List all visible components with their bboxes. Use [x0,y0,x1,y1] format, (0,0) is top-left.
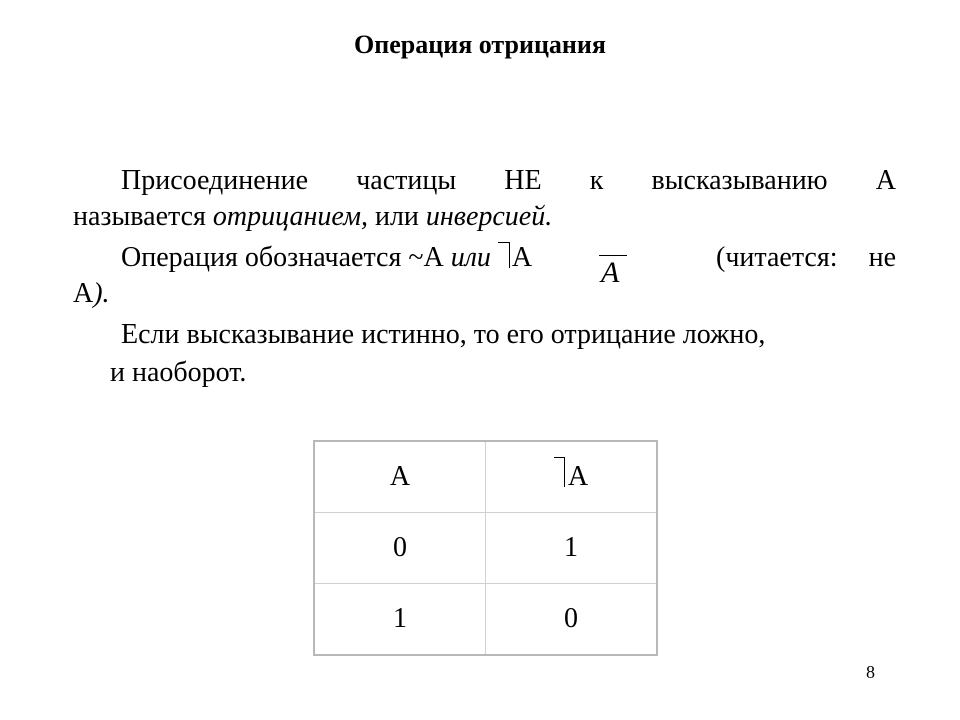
paragraph-3-line-2: и наоборот. [110,357,247,388]
text: называется [73,201,213,232]
word: к [589,165,604,196]
text: А [73,278,94,309]
table-cell: 1 [314,584,486,656]
text: Операция обозначается [121,242,409,273]
overbar-notation [601,258,619,288]
slide-title: Операция отрицания [354,30,606,59]
overbar-line-icon [599,255,627,256]
text: или [367,201,426,232]
header-label: А [567,461,589,492]
negation-operand: А [511,242,533,273]
word: Присоединение [121,165,309,196]
word: (читается: [716,242,838,273]
word: НЕ [504,165,542,196]
paragraph-2-reading [716,240,896,276]
paragraph-3-line-1: Если высказывание истинно, то его отрицание ложно, [121,319,766,350]
truth-table [313,440,658,656]
overbar-operand: А [601,256,620,289]
negated-header [554,461,588,493]
table-header-row [314,441,657,513]
header-label: А [389,461,411,492]
negation-symbol-icon [554,457,566,487]
paragraph-2-line-1 [121,240,532,276]
word: частицы [356,165,457,196]
text: ). [93,278,110,309]
paragraph-2-line-2 [73,276,110,312]
table-row [314,513,657,584]
paragraph-1-line-2 [73,199,552,235]
word: высказыванию [651,165,828,196]
term-inversion: инверсией. [425,201,553,232]
table-cell: 1 [486,513,658,584]
table-row [314,584,657,656]
page-number: 8 [866,662,875,682]
word: не [868,242,896,273]
header-cell-not-a [486,441,658,513]
negation-symbol-icon [498,240,512,270]
table-cell: 0 [486,584,658,656]
tilde-notation: ~А [408,242,444,273]
term-negation: отрицанием, [212,201,368,232]
table-cell: 0 [314,513,486,584]
or-word: или [443,242,498,273]
paragraph-1-line-1 [121,163,896,199]
word: А [875,165,896,196]
header-cell-a [314,441,486,513]
